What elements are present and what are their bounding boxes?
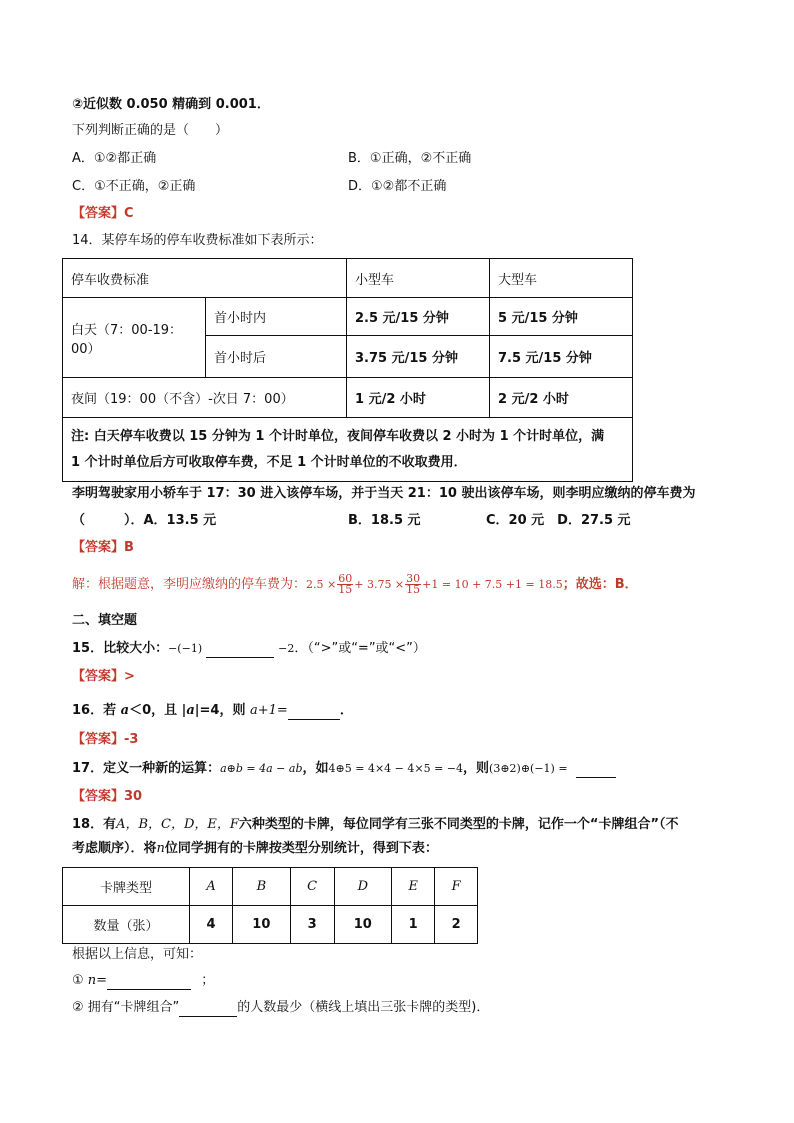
q13-statement-2: ②近似数 0.050 精确到 0.001． bbox=[72, 97, 270, 112]
q15-answer-blank[interactable] bbox=[206, 643, 274, 658]
q18-line1-a: 18．有 bbox=[72, 817, 117, 832]
q17-example: 4⊕5 = 4×4 − 4×5 = −4 bbox=[328, 762, 464, 775]
q13-option-d: D．①②都不正确 bbox=[348, 179, 447, 194]
fraction-2-numerator: 30 bbox=[406, 572, 421, 585]
card-type-cell: D bbox=[334, 868, 391, 906]
q16-lt0: ＜0，且 bbox=[129, 703, 178, 718]
q18-part1-marker: ① bbox=[72, 973, 84, 988]
q17-answer: 【答案】30 bbox=[72, 789, 143, 804]
q13-option-a: A．①②都正确 bbox=[72, 151, 157, 166]
card-type-cell: C bbox=[290, 868, 334, 906]
q15-prefix: 15．比较大小： bbox=[72, 641, 169, 656]
q18-part2-a: ② 拥有“卡牌组合” bbox=[72, 1000, 180, 1015]
table-header-standard: 停车收费标准 bbox=[63, 259, 347, 298]
q16-a-plus-1: a+1= bbox=[250, 703, 288, 718]
table-note bbox=[63, 418, 633, 482]
q14-option-cd: C．20 元 D．27.5 元 bbox=[486, 513, 631, 528]
card-table-header-type: 卡牌类型 bbox=[63, 868, 190, 906]
q15-answer: 【答案】> bbox=[72, 669, 135, 684]
q18-line2-b: 位同学拥有的卡牌按类型分别统计，得到下表： bbox=[164, 841, 438, 856]
card-count-cell: 1 bbox=[392, 906, 435, 944]
fraction-1-denominator: 15 bbox=[338, 583, 353, 596]
table-daytime-label: 白天（7：00-19：00） bbox=[63, 298, 206, 378]
q14-intro: 14．某停车场的停车收费标准如下表所示： bbox=[72, 233, 323, 248]
q17-then: ，则 bbox=[463, 761, 490, 776]
q14-solution-prefix: 解：根据题意，李明应缴纳的停车费为： bbox=[72, 577, 307, 592]
q13-option-c: C．①不正确，②正确 bbox=[72, 179, 196, 194]
table-day-after-small: 3.75 元/15 分钟 bbox=[347, 336, 490, 378]
section-title-fill-in: 二、填空题 bbox=[72, 613, 138, 628]
q18-letters: A，B，C，D，E，F bbox=[116, 817, 239, 832]
table-night-large: 2 元/2 小时 bbox=[490, 378, 633, 418]
q18-info: 根据以上信息，可知： bbox=[72, 947, 203, 962]
q18-part2-b: 的人数最少（横线上填出三张卡牌的类型)． bbox=[237, 1000, 490, 1015]
fraction-1-numerator: 60 bbox=[338, 572, 353, 585]
card-type-table bbox=[62, 867, 478, 944]
card-count-cell: 10 bbox=[334, 906, 391, 944]
card-count-cell: 10 bbox=[233, 906, 290, 944]
q18-line-1 bbox=[72, 816, 679, 834]
table-day-after-large: 7.5 元/15 分钟 bbox=[490, 336, 633, 378]
q15-hint: ．（“>”或“=”或“<”） bbox=[294, 641, 426, 656]
q16-prefix: 16．若 bbox=[72, 703, 117, 718]
table-first-hour-label: 首小时内 bbox=[206, 298, 347, 336]
q18-part2-blank[interactable] bbox=[179, 1002, 237, 1017]
q14-answer: 【答案】B bbox=[72, 540, 134, 555]
card-type-cell: A bbox=[190, 868, 233, 906]
card-count-cell: 4 bbox=[190, 906, 233, 944]
q17-answer-blank[interactable] bbox=[576, 763, 616, 778]
q18-part1-blank[interactable] bbox=[107, 975, 191, 990]
q17-prefix: 17．定义一种新的运算： bbox=[72, 761, 221, 776]
card-type-cell: F bbox=[435, 868, 478, 906]
q14-question-line-1: 李明驾驶家用小轿车于 17：30 进入该停车场，并于当天 21：10 驶出该停车场，则李明应缴纳的停车费为 bbox=[72, 486, 696, 501]
card-count-cell: 3 bbox=[290, 906, 334, 944]
q18-part1-n: n= bbox=[87, 973, 108, 988]
q16-eq4: =4，则 bbox=[199, 703, 246, 718]
q15-line bbox=[72, 640, 426, 658]
table-day-first-small: 2.5 元/15 分钟 bbox=[347, 298, 490, 336]
q13-question: 下列判断正确的是（ ） bbox=[72, 123, 229, 138]
table-header-large-car: 大型车 bbox=[490, 259, 633, 298]
q17-definition: a⊕b = 4a − ab bbox=[220, 762, 303, 775]
q14-solution bbox=[72, 572, 638, 598]
table-header-small-car: 小型车 bbox=[347, 259, 490, 298]
table-day-first-large: 5 元/15 分钟 bbox=[490, 298, 633, 336]
q16-answer-blank[interactable] bbox=[288, 705, 340, 720]
q14-fraction-2 bbox=[405, 574, 421, 595]
q14-solution-term-a: 2.5 × bbox=[306, 578, 337, 591]
q15-expr-1: −(−1) bbox=[168, 642, 203, 655]
table-night-small: 1 元/2 小时 bbox=[347, 378, 490, 418]
q18-part-2 bbox=[72, 999, 489, 1017]
card-type-cell: B bbox=[233, 868, 290, 906]
q13-option-b: B．①正确，②不正确 bbox=[348, 151, 472, 166]
q18-line-2 bbox=[72, 840, 438, 858]
q17-calc: (3⊕2)⊕(−1) = bbox=[489, 762, 568, 775]
q14-solution-term-b: + 3.75 × bbox=[354, 578, 405, 591]
card-type-cell: E bbox=[392, 868, 435, 906]
q18-line2-a: 考虑顺序）．将 bbox=[72, 841, 157, 856]
q18-line1-b: 六种类型的卡牌，每位同学有三张不同类型的卡牌，记作一个“卡牌组合”（不 bbox=[238, 817, 679, 832]
parking-fee-table bbox=[62, 258, 633, 482]
q14-fraction-1 bbox=[337, 574, 353, 595]
table-note-line-1: 注: 白天停车收费以 15 分钟为 1 个计时单位，夜间停车收费以 2 小时为 1 个计时单位，满 bbox=[71, 428, 605, 444]
q14-option-b: B．18.5 元 bbox=[348, 513, 421, 528]
q14-solution-suffix: ；故选：B． bbox=[562, 577, 638, 592]
q16-line: 16．若 a＜0，且 |a|=4，则 a+1= ． bbox=[72, 703, 353, 718]
q14-solution-term-c: +1 = 10 + 7.5 +1 = 18.5 bbox=[422, 578, 563, 591]
q16-var-a: a bbox=[120, 703, 130, 718]
card-table-header-count: 数量（张） bbox=[63, 906, 190, 944]
q16-answer: 【答案】-3 bbox=[72, 732, 139, 747]
q14-question-option-a: （ ）．A．13.5 元 bbox=[72, 513, 217, 528]
q15-expr-2: −2 bbox=[278, 642, 295, 655]
table-after-hour-label: 首小时后 bbox=[206, 336, 347, 378]
table-note-line-2: 1 个计时单位后方可收取停车费，不足 1 个计时单位的不收取费用． bbox=[71, 454, 467, 470]
card-count-cell: 2 bbox=[435, 906, 478, 944]
q17-line bbox=[72, 760, 616, 778]
q17-mid: ，如 bbox=[302, 761, 329, 776]
table-night-label: 夜间（19：00（不含）-次日 7：00） bbox=[63, 378, 347, 418]
q18-part-1 bbox=[72, 972, 214, 990]
q16-abs-a: |a| bbox=[181, 703, 200, 718]
q13-answer: 【答案】C bbox=[72, 206, 134, 221]
q18-var-n: n bbox=[156, 841, 165, 856]
q18-part1-end: ； bbox=[201, 973, 215, 988]
fraction-2-denominator: 15 bbox=[406, 583, 421, 596]
